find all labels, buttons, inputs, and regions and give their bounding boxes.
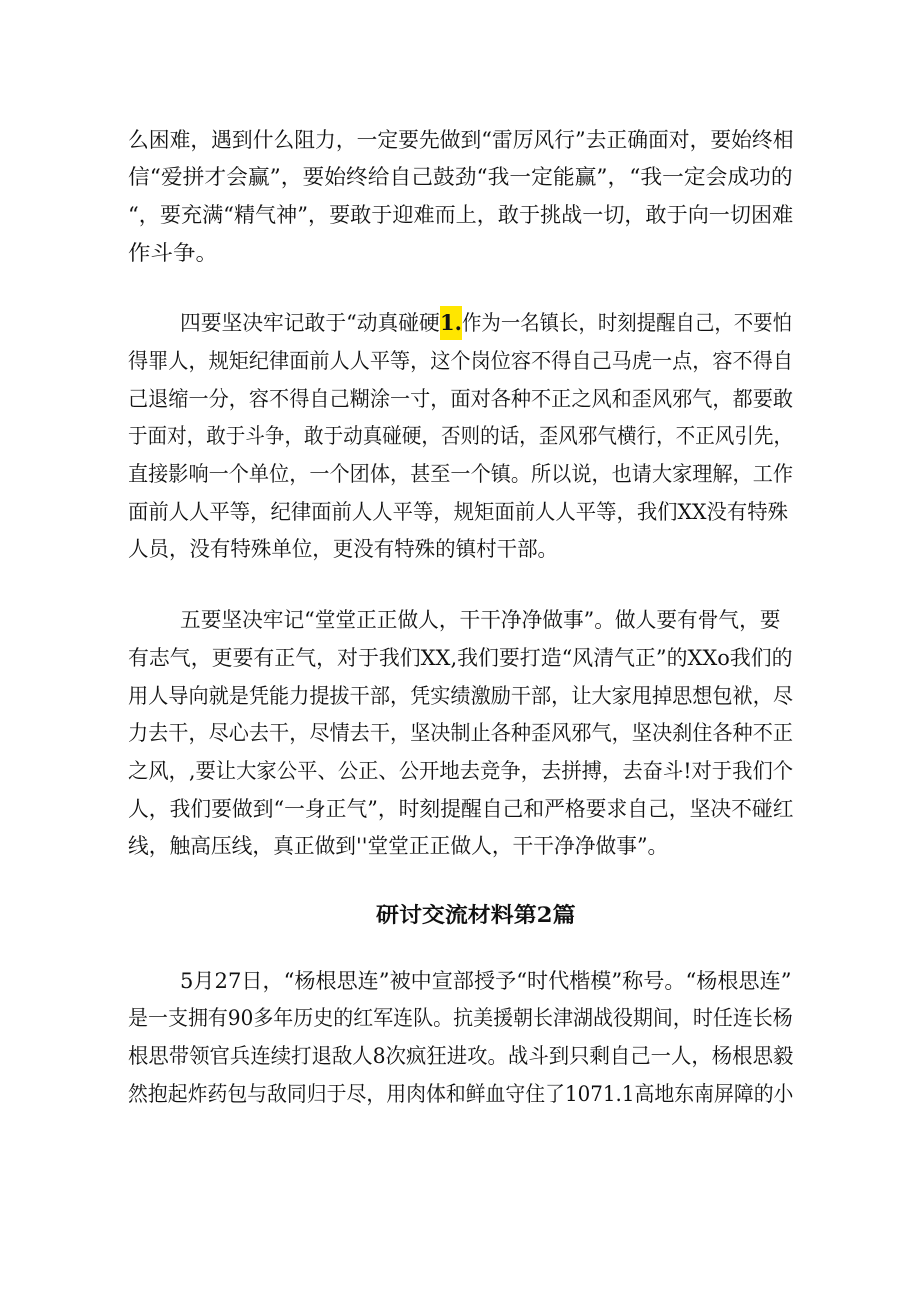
line-text: 直接影响一个单位，一个团体，甚至一个镇。所以说，也请大家理解，工作 [128,462,794,486]
text-line [0,419,920,453]
text-line [0,382,920,416]
line-text: 有志气，更要有正气，对于我们XX,我们要打造“风清气正”的XXo我们的 [128,646,793,670]
line-text: 得罪人，规矩纪律面前人人平等，这个岗位容不得自己马虎一点，容不得自 [128,349,794,373]
line-text: 人，我们要做到“一身正气”，时刻提醒自己和严格要求自己，坚决不碰红 [128,797,794,821]
text-line [0,1001,920,1035]
line-text: 力去干，尽心去干，尽情去干，坚决制止各种歪风邪气，坚决刹住各种不正 [128,721,794,745]
section-heading: 研讨交流材料第2篇 [376,902,576,927]
text-line [0,716,920,750]
line-text: 然抱起炸药包与敌同归于尽，用肉体和鲜血守住了1071.1高地东南屏障的小 [128,1082,794,1106]
line-text: 5月27日，“杨根思连”被中宣部授予“时代楷模”称号。“杨根思连” [180,969,792,993]
text-line [0,792,920,826]
text-line [0,603,920,637]
line-text: “，要充满“精气神”，要敢于迎难而上，敢于挑战一切，敢于向一切困难 [128,203,794,227]
text-line [0,1077,920,1111]
highlighted-text: 1. [440,306,462,340]
line-text: 作斗争。 [128,241,218,265]
text-line [0,123,920,157]
text-line [0,964,920,998]
text-line [0,754,920,788]
text-line [0,198,920,232]
line-text: 于面对，敢于斗争，敢于动真碰硬，否则的话，歪风邪气横行，不正风引先， [128,424,794,448]
line-text: 之风，,要让大家公平、公正、公开地去竞争，去拼搏，去奋斗!对于我们个 [128,759,794,783]
line-text: 面前人人平等，纪律面前人人平等，规矩面前人人平等，我们XX没有特殊 [128,500,788,524]
line-text: 人员，没有特殊单位，更没有特殊的镇村干部。 [128,537,559,561]
line-text: 信“爱拼才会赢”，要始终给自己鼓劲“我一定能赢”，“我一定会成功的 [128,165,793,189]
line-text: 五要坚决牢记“堂堂正正做人，干干净净做事”。做人要有骨气，要 [180,608,781,632]
text-line [0,160,920,194]
line-text: 己退缩一分，容不得自己糊涂一寸，面对各种不正之风和歪风邪气，都要敢 [128,387,794,411]
text-line [0,532,920,566]
line-text: 用人导向就是凭能力提拔干部，凭实绩激励干部，让大家甩掉思想包袱，尽 [128,684,794,708]
line-text: 根思带领官兵连续打退敌人8次疯狂进攻。战斗到只剩自己一人，杨根思毅 [128,1044,794,1068]
text-line [0,641,920,675]
line-text: 四要坚决牢记敢于“动真碰硬 [180,311,440,335]
text-line [0,344,920,378]
line-text: 么困难，遇到什么阻力，一定要先做到“雷厉风行”去正确面对，要始终相 [128,128,794,152]
line-text: 是一支拥有90多年历史的红军连队。抗美援朝长津湖战役期间，时任连长杨 [128,1006,793,1030]
text-line [0,1039,920,1073]
text-line [0,679,920,713]
text-line [0,829,920,863]
line-text: 线，触高压线，真正做到''堂堂正正做人，干干净净做事”。 [128,834,669,858]
section-heading-line [0,898,920,932]
line-text: 作为一名镇长，时刻提醒自己，不要怕 [462,311,793,335]
text-line [0,457,920,491]
text-line [0,495,920,529]
text-line [0,306,920,340]
text-line [0,236,920,270]
